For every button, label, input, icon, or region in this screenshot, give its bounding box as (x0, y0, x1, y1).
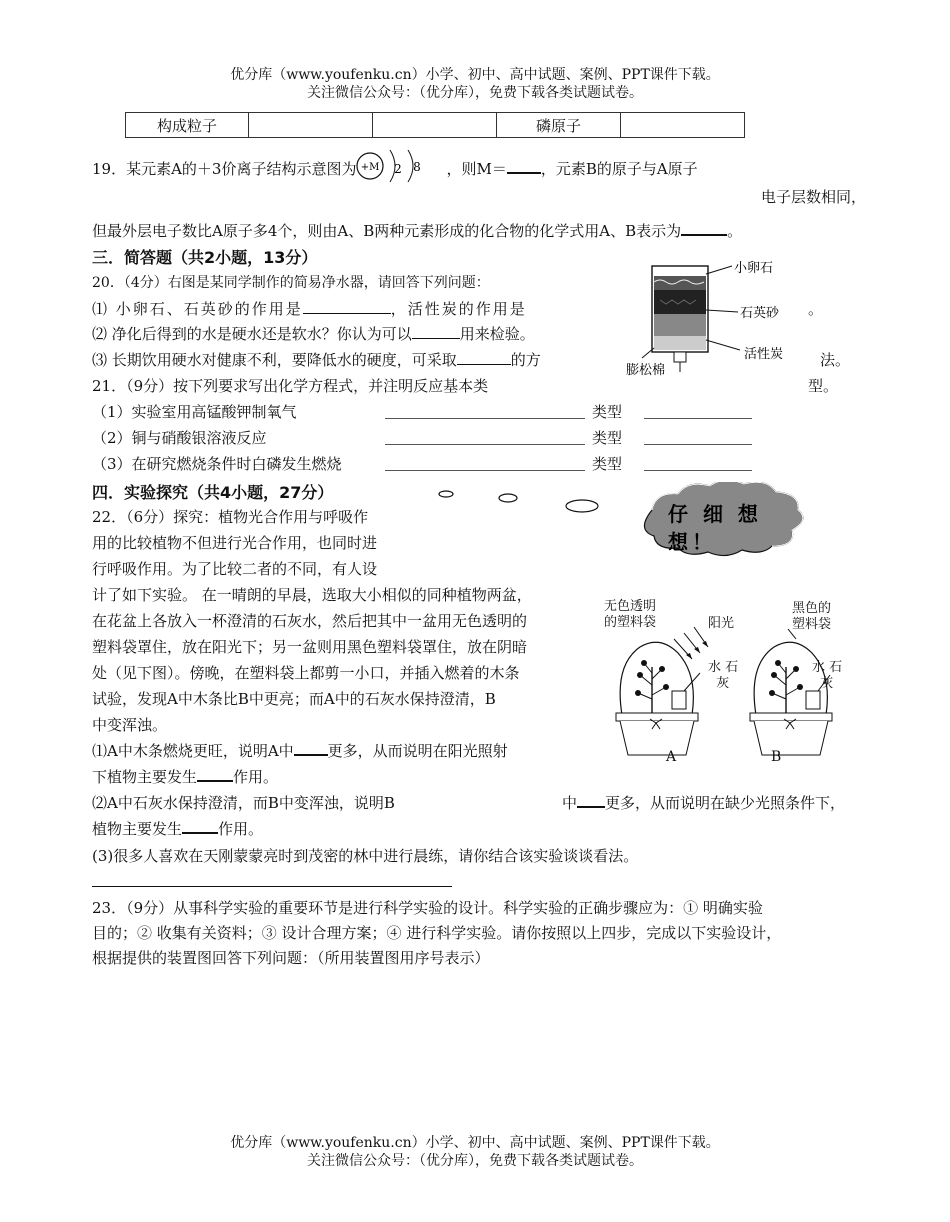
q22-line-9: 中变浑浊。 (92, 716, 168, 734)
q22-sub-1-cont (92, 766, 278, 788)
section-4-heading: 四．实验探究（共4小题，27分） (92, 483, 334, 502)
figure-label-lime-water-b: 水 石 灰 (812, 660, 843, 691)
q19-line-3-end: 。 (727, 222, 743, 240)
q21-intro-end: 型。 (808, 377, 839, 395)
q20-part-1 (92, 298, 612, 320)
q19-line-3-text: 但最外层电子数比A原子多4个，则由A、B两种元素形成的化合物的化学式用A、B表示为 (92, 222, 682, 240)
cloud-text: 仔 细 想 想！ (668, 502, 762, 554)
q20-part-2 (92, 323, 535, 345)
header-line-2: 关注微信公众号：（优分库），免费下载各类试题试卷。 (307, 85, 643, 101)
q19-text-before: 19．某元素A的＋3价离子结构示意图为 (92, 160, 357, 178)
ion-shell-2: 8 (413, 160, 422, 174)
figure-label-sunlight: 阳光 (708, 616, 735, 631)
q20-answer-blank-3[interactable] (457, 350, 511, 365)
q21-item-2-equation-blank[interactable] (385, 444, 585, 445)
q22-sub-2-c: 更多，从而说明在缺少光照条件下， (605, 794, 846, 812)
purifier-label-carbon: 活性炭 (744, 347, 784, 362)
q20-part-3-end: 法。 (820, 351, 851, 369)
q20-part-3-b: 的方 (510, 351, 541, 369)
q22-sub-2: ⑵A中石灰水保持澄清，而B中变浑浊，说明B (92, 794, 395, 812)
q22-line-8: 试验，发现A中木条比B中更亮；而A中的石灰水保持澄清，B (92, 690, 496, 708)
q22-line-6: 塑料袋罩住，放在阳光下；另一盆则用黑色塑料袋罩住，放在阴暗 (92, 638, 528, 656)
q20-part-3 (92, 349, 541, 371)
q21-item-1-type-blank[interactable] (644, 418, 752, 419)
q22-answer-line-3[interactable] (92, 886, 452, 887)
q22-answer-blank-4[interactable] (182, 818, 218, 834)
q21-item-3-type-blank[interactable] (644, 470, 752, 471)
q20-part-1-end: 。 (808, 300, 824, 318)
q20-answer-blank-1[interactable] (303, 299, 391, 314)
q21-item-2-label: （2）铜与硝酸银溶液反应 (92, 429, 267, 447)
q21-item-1-label: （1）实验室用高锰酸钾制氧气 (92, 403, 297, 421)
table-cell (621, 113, 745, 138)
q22-sub-1-b: 更多，从而说明在阳光照射 (327, 742, 508, 760)
q22-line-4: 计了如下实验。 在一晴朗的早晨，选取大小相似的同种植物两盆， (92, 586, 532, 604)
q19-line-1 (92, 154, 698, 186)
q22-line-7: 处（见下图）。傍晚，在塑料袋上都剪一小口，并插入燃着的木条 (92, 664, 520, 682)
water-purifier-figure (620, 252, 820, 382)
q21-item-3-equation-blank[interactable] (385, 470, 585, 471)
ion-shell-1: 2 (394, 162, 403, 176)
q21-item-1-equation-blank[interactable] (385, 418, 585, 419)
q22-sub-2-cont (562, 792, 845, 814)
figure-label-a: A (666, 749, 677, 765)
table-cell: 构成粒子 (126, 113, 249, 138)
q21-item-3-type: 类型 (592, 455, 623, 473)
figure-label-clear-bag: 无色透明 的塑料袋 (604, 599, 657, 630)
table-cell (373, 113, 497, 138)
table-cell: 磷原子 (497, 113, 621, 138)
q20-intro: 20．（4分）右图是某同学制作的简易净水器，请回答下列问题： (92, 275, 490, 291)
q21-intro: 21．（9分）按下列要求写出化学方程式，并注明反应基本类 (92, 377, 489, 395)
footer-line-1: 优分库（www.youfenku.cn）小学、初中、高中试题、案例、PPT课件下载。 (230, 1135, 720, 1151)
q22-sub-2-end (92, 818, 263, 840)
header-line-1: 优分库（www.youfenku.cn）小学、初中、高中试题、案例、PPT课件下载。 (230, 67, 720, 83)
purifier-label-pebble: 小卵石 (734, 261, 774, 276)
table-cell (249, 113, 373, 138)
q23-line-2: 目的；② 收集有关资料；③ 设计合理方案；④ 进行科学实验。请你按照以上四步，完成以下实验设计， (92, 924, 782, 942)
section-3-heading: 三．简答题（共2小题，13分） (92, 248, 318, 267)
q23-line-3: 根据提供的装置图回答下列问题：（所用装置图用序号表示） (92, 949, 490, 967)
q22-answer-blank-1[interactable] (294, 740, 328, 756)
figure-label-lime-water-a: 水 石 灰 (708, 660, 739, 691)
q20-part-1-a: ⑴ 小卵石、石英砂的作用是 (92, 300, 303, 318)
q22-sub-2-b: 中 (562, 794, 578, 812)
q22-line-1: 22．（6分）探究：植物光合作用与呼吸作 (92, 508, 369, 526)
q21-item-3-label: （3）在研究燃烧条件时白磷发生燃烧 (92, 455, 342, 473)
q22-sub-1-d: 作用。 (233, 768, 279, 786)
q20-part-2-a: ⑵ 净化后得到的水是硬水还是软水？你认为可以 (92, 325, 412, 343)
purifier-label-cotton: 膨松棉 (626, 363, 666, 378)
particle-table (125, 112, 745, 138)
q22-sub-1 (92, 740, 508, 762)
q21-item-2-type: 类型 (592, 429, 623, 447)
q22-sub-1-c: 下植物主要发生 (92, 768, 198, 786)
q22-sub-1-a: ⑴A中木条燃烧更旺，说明A中 (92, 742, 294, 760)
q20-part-3-a: ⑶ 长期饮用硬水对健康不利，要降低水的硬度，可采取 (92, 351, 457, 369)
ion-structure-diagram (356, 146, 446, 186)
table-row (126, 113, 745, 138)
q23-line-1: 23．（9分）从事科学实验的重要环节是进行科学实验的设计。科学实验的正确步骤应为：① 明确实验 (92, 899, 763, 917)
q22-line-3: 行呼吸作用。为了比较二者的不同，有人设 (92, 560, 378, 578)
q19-answer-blank-formula[interactable] (681, 220, 727, 236)
q21-item-1-type: 类型 (592, 403, 623, 421)
q19-text-after: ，元素B的原子与A原子 (540, 160, 698, 178)
q20-answer-blank-2[interactable] (412, 324, 460, 339)
q22-answer-blank-3[interactable] (577, 792, 605, 808)
q19-line-2: 电子层数相同， (760, 188, 866, 206)
q20-part-1-b: ，活性炭的作用是 (390, 300, 527, 318)
q19-line-3 (92, 220, 742, 242)
q22-sub-2-e: 作用。 (218, 820, 264, 838)
q22-sub-3: (3)很多人喜欢在天刚蒙蒙亮时到茂密的林中进行晨练，请你结合该实验谈谈看法。 (92, 847, 639, 865)
footer-line-2: 关注微信公众号：（优分库），免费下载各类试题试卷。 (307, 1153, 643, 1169)
figure-label-b: B (771, 749, 782, 765)
figure-label-black-bag: 黑色的 塑料袋 (792, 601, 832, 632)
q20-part-2-b: 用来检验。 (459, 325, 535, 343)
q19-text-mid: ，则M＝ (446, 160, 507, 178)
q19-answer-blank-m[interactable] (507, 158, 541, 174)
purifier-label-quartz: 石英砂 (740, 306, 780, 321)
q22-line-5: 在花盆上各放入一杯澄清的石灰水，然后把其中一盆用无色透明的 (92, 612, 528, 630)
q22-answer-blank-2[interactable] (197, 766, 233, 782)
ion-nucleus-label: +M (361, 162, 380, 173)
q22-sub-2-d: 植物主要发生 (92, 820, 183, 838)
q22-line-2: 用的比较植物不但进行光合作用，也同时进 (92, 534, 378, 552)
q21-item-2-type-blank[interactable] (644, 444, 752, 445)
